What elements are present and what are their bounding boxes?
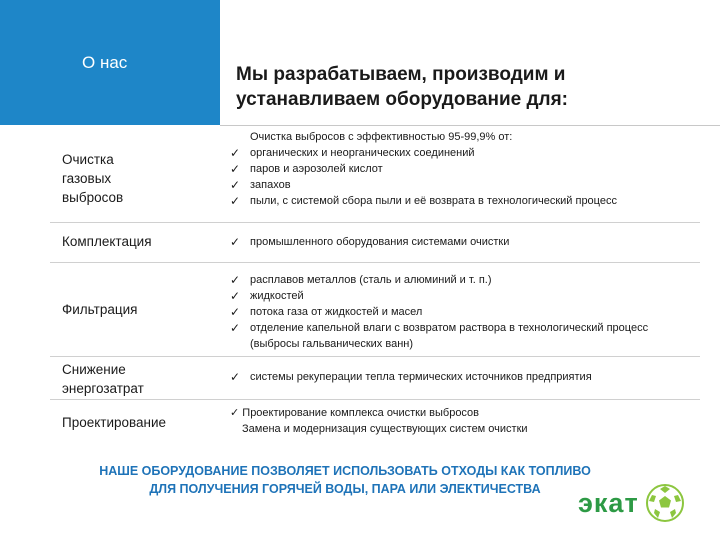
label-line: Снижение — [62, 362, 126, 377]
list-item — [230, 288, 710, 304]
list-item-text: Проектирование комплекса очистки выбросов — [242, 407, 480, 419]
list-item-text: потока газа от жидкостей и масел — [250, 306, 423, 318]
about-label: О нас — [82, 53, 128, 72]
footer-line-1: НАШЕ ОБОРУДОВАНИЕ ПОЗВОЛЯЕТ ИСПОЛЬЗОВАТЬ ОТХОДЫ КАК ТОПЛИВО — [99, 464, 591, 478]
section-divider — [50, 222, 700, 223]
list-item-text: расплавов металлов (сталь и алюминий и т. п.) — [250, 274, 492, 286]
list-item-text: промышленного оборудования системами очистки — [250, 236, 510, 248]
section-kit-list — [230, 234, 710, 250]
list-item — [230, 272, 710, 288]
gas-intro: Очистка выбросов с эффективностью 95-99,9% от: — [250, 131, 513, 143]
section-label-energy — [62, 360, 144, 398]
section-energy-list — [230, 369, 710, 385]
list-item — [230, 304, 710, 320]
checkmark-icon: ✓ — [230, 273, 241, 287]
page-headline — [236, 62, 676, 112]
section-label-design: Проектирование — [62, 415, 167, 430]
section-label-kit: Комплектация — [62, 234, 152, 249]
list-item-text: жидкостей — [250, 290, 304, 302]
checkmark-icon: ✓ — [230, 289, 241, 303]
list-item — [230, 369, 710, 385]
section-divider — [50, 356, 700, 357]
list-item — [230, 336, 710, 352]
list-item-text: запахов — [250, 179, 291, 191]
checkmark-icon: ✓ — [230, 321, 241, 335]
top-divider — [220, 125, 720, 126]
list-item-text: системы рекуперации тепла термических источников предприятия — [250, 371, 592, 383]
logo-text: экат — [578, 487, 639, 518]
list-item-text: (выбросы гальванических ванн) — [250, 338, 414, 350]
footer-line-2: ДЛЯ ПОЛУЧЕНИЯ ГОРЯЧЕЙ ВОДЫ, ПАРА ИЛИ ЭЛЕКТИЧЕСТВА — [149, 482, 541, 496]
list-item-text: пыли, с системой сбора пыли и её возврата в технологический процесс — [250, 195, 617, 207]
checkmark-icon: ✓ — [230, 146, 241, 160]
header-blue-panel — [0, 0, 220, 125]
list-item-text: паров и аэрозолей кислот — [250, 163, 383, 175]
list-item — [230, 145, 710, 161]
checkmark-icon: ✓ — [230, 162, 241, 176]
list-item — [230, 177, 710, 193]
section-gas-list — [230, 129, 710, 209]
list-item — [230, 234, 710, 250]
checkmark-icon: ✓ — [230, 370, 241, 384]
soccer-ball-icon — [645, 483, 685, 523]
section-filter-list — [230, 272, 710, 352]
list-item-text: отделение капельной влаги с возвратом раствора в технологический процесс — [250, 322, 649, 334]
checkmark-icon: ✓ — [230, 194, 241, 208]
section-label-filter: Фильтрация — [62, 302, 138, 317]
headline-line-1: Мы разрабатываем, производим и — [236, 64, 566, 85]
section-design-list — [230, 405, 528, 437]
footer-statement — [30, 462, 660, 498]
label-line: выбросов — [62, 190, 124, 205]
list-item — [230, 161, 710, 177]
checkmark-icon: ✓ — [230, 235, 241, 249]
list-item — [230, 193, 710, 209]
list-item — [230, 320, 710, 336]
headline-line-2: устанавливаем оборудование для: — [236, 89, 569, 110]
list-item-text: органических и неорганических соединений — [250, 147, 475, 159]
checkmark-icon: ✓ — [230, 305, 241, 319]
checkmark-icon: ✓ — [230, 407, 240, 419]
label-line: Очистка — [62, 152, 114, 167]
label-line: энергозатрат — [62, 381, 144, 396]
list-item — [230, 405, 528, 421]
section-divider — [50, 399, 700, 400]
section-label-gas — [62, 150, 123, 207]
label-line: газовых — [62, 171, 112, 186]
company-logo — [578, 483, 685, 523]
list-item-text: Замена и модернизация существующих систем очистки — [242, 423, 528, 435]
section-divider — [50, 262, 700, 263]
checkmark-icon: ✓ — [230, 178, 241, 192]
